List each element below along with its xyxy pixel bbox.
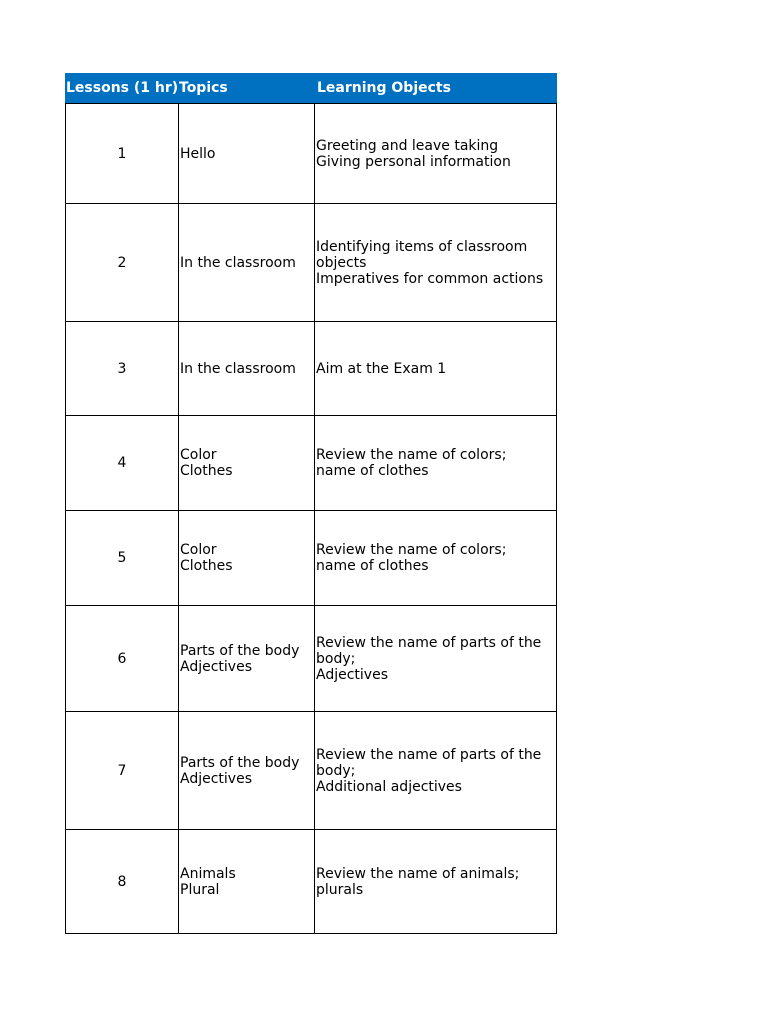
objects-line: name of clothes <box>316 558 429 574</box>
lesson-number: 5 <box>66 511 179 606</box>
topic-line: Plural <box>180 881 220 898</box>
topic-cell <box>179 204 315 322</box>
objects-line: Imperatives for common actions <box>316 270 544 287</box>
objects-line: Review the name of parts of the <box>316 634 542 651</box>
table-row <box>66 511 557 606</box>
topic-line: Adjectives <box>180 658 252 675</box>
lesson-number: 1 <box>66 104 179 204</box>
objects-line: Review the name of parts of the <box>316 746 542 763</box>
table-row <box>66 104 557 204</box>
objects-cell <box>315 606 557 712</box>
objects-line: name of clothes <box>316 463 429 479</box>
table-row <box>66 322 557 416</box>
topic-line: In the classroom <box>180 254 296 271</box>
lesson-number: 6 <box>66 606 179 712</box>
topic-line: Color <box>180 447 217 463</box>
objects-cell <box>315 204 557 322</box>
objects-cell <box>315 416 557 511</box>
table-row <box>66 416 557 511</box>
table-row <box>66 830 557 934</box>
topic-line: Clothes <box>180 558 233 574</box>
objects-line: Adjectives <box>316 666 388 683</box>
objects-line: Additional adjectives <box>316 778 462 795</box>
topic-cell <box>179 830 315 934</box>
topic-line: Adjectives <box>180 770 252 787</box>
objects-line: Aim at the Exam 1 <box>316 360 447 377</box>
objects-line: plurals <box>316 881 364 898</box>
table-row <box>66 204 557 322</box>
topic-cell <box>179 511 315 606</box>
objects-cell <box>315 712 557 830</box>
lesson-number: 8 <box>66 830 179 934</box>
objects-cell <box>315 511 557 606</box>
table-row <box>66 606 557 712</box>
objects-line: body; <box>316 762 356 779</box>
topic-line: Hello <box>180 145 216 162</box>
objects-line: Greeting and leave taking <box>316 137 499 154</box>
objects-cell <box>315 322 557 416</box>
objects-line: Giving personal information <box>316 153 511 170</box>
objects-line: objects <box>316 254 367 271</box>
objects-line: body; <box>316 650 356 667</box>
lesson-number: 4 <box>66 416 179 511</box>
table-body <box>65 103 557 934</box>
topic-line: In the classroom <box>180 360 296 377</box>
table-header <box>65 73 557 103</box>
header-lessons: Lessons (1 hr) <box>66 80 179 96</box>
objects-line: Review the name of colors; <box>316 447 507 463</box>
lesson-number: 3 <box>66 322 179 416</box>
topic-cell <box>179 416 315 511</box>
topic-cell <box>179 322 315 416</box>
topic-line: Clothes <box>180 463 233 479</box>
topic-cell <box>179 104 315 204</box>
objects-cell <box>315 830 557 934</box>
lesson-number: 2 <box>66 204 179 322</box>
objects-cell <box>315 104 557 204</box>
lesson-number: 7 <box>66 712 179 830</box>
objects-line: Identifying items of classroom <box>316 238 528 255</box>
objects-line: Review the name of colors; <box>316 542 507 558</box>
table-row <box>66 712 557 830</box>
lesson-plan-table <box>65 73 557 934</box>
objects-line: Review the name of animals; <box>316 865 520 882</box>
topic-line: Color <box>180 542 217 558</box>
topic-line: Parts of the body <box>180 642 300 659</box>
header-topics: Topics <box>179 80 228 96</box>
topic-line: Parts of the body <box>180 754 300 771</box>
header-learning-objects: Learning Objects <box>317 80 451 96</box>
topic-cell <box>179 712 315 830</box>
topic-cell <box>179 606 315 712</box>
topic-line: Animals <box>180 865 236 882</box>
